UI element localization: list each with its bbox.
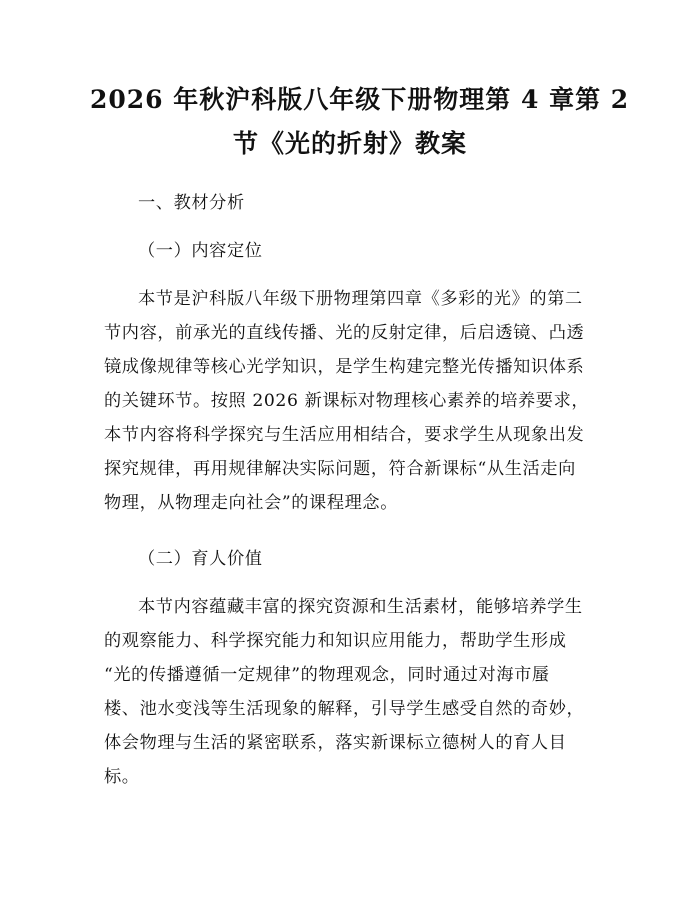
paragraph-line: 本节内容将科学探究与生活应用相结合，要求学生从现象出发: [104, 425, 585, 445]
subsection-heading-educational-value: （二）育人价值: [138, 549, 263, 569]
paragraph-line: 镜成像规律等核心光学知识，是学生构建完整光传播知识体系: [104, 357, 585, 377]
document-title-line-2: 节《光的折射》教案: [232, 129, 467, 158]
document-title-line-1: 2026 年秋沪科版八年级下册物理第 4 章第 2: [90, 85, 630, 114]
section-heading-textbook-analysis: 一、教材分析: [138, 193, 245, 213]
subsection-heading-content-positioning: （一）内容定位: [138, 241, 263, 261]
paragraph-line: 的关键环节。按照 2026 新课标对物理核心素养的培养要求，: [104, 391, 590, 411]
paragraph-line: 节内容，前承光的直线传播、光的反射定律，后启透镜、凸透: [104, 323, 585, 343]
paragraph-line: “光的传播遵循一定规律”的物理观念，同时通过对海市蜃: [104, 665, 550, 685]
paragraph-line: 本节内容蕴藏丰富的探究资源和生活素材，能够培养学生: [138, 597, 583, 617]
paragraph-line: 楼、池水变浅等生活现象的解释，引导学生感受自然的奇妙，: [104, 699, 585, 719]
paragraph-line: 的观察能力、科学探究能力和知识应用能力，帮助学生形成: [104, 631, 567, 651]
paragraph-line: 本节是沪科版八年级下册物理第四章《多彩的光》的第二: [138, 289, 583, 309]
paragraph-line: 体会物理与生活的紧密联系，落实新课标立德树人的育人目: [104, 733, 567, 753]
paragraph-line: 物理，从物理走向社会”的课程理念。: [104, 493, 398, 513]
paragraph-line: 标。: [104, 767, 140, 787]
paragraph-line: 探究规律，再用规律解决实际问题，符合新课标“从生活走向: [104, 459, 576, 479]
